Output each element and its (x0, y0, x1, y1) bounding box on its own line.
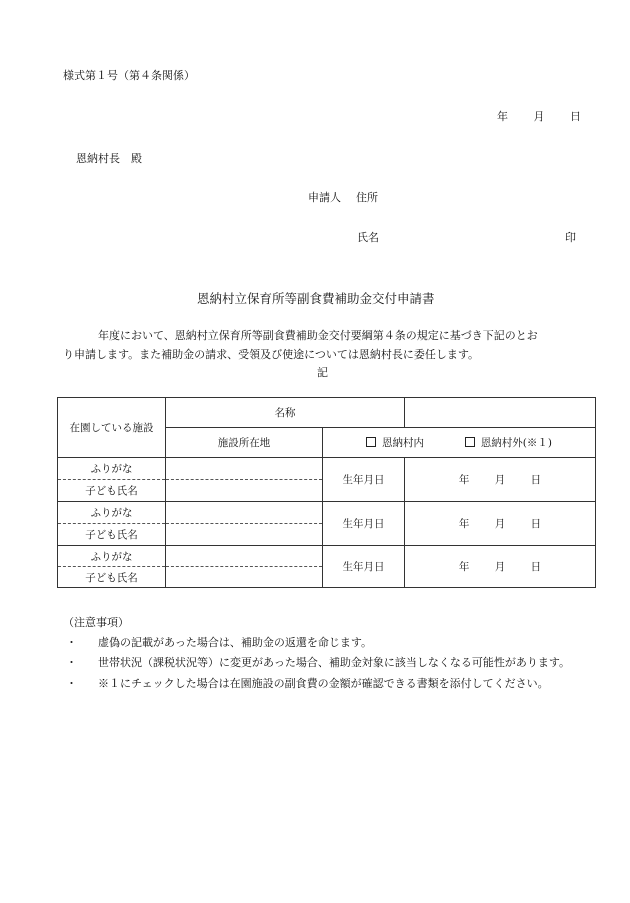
address-label: 住所 (356, 191, 378, 204)
checkbox-icon (366, 437, 376, 447)
birthdate-label: 生年月日 (323, 502, 405, 546)
date-line (497, 108, 581, 124)
birth-month: 月 (494, 561, 506, 573)
birth-month: 月 (494, 474, 506, 486)
applicant-address-line (308, 189, 378, 205)
inside-village-label: 恩納村内 (382, 437, 425, 449)
birth-year: 年 (458, 561, 470, 573)
facility-label: 在園している施設 (58, 398, 166, 458)
outside-village-label: 恩納村外(※１) (480, 437, 552, 449)
note-item: 虚偽の記載があった場合は、補助金の返還を命じます。 (98, 636, 373, 649)
birthdate-field[interactable] (405, 546, 596, 588)
birthdate-label: 生年月日 (323, 546, 405, 588)
child-name-label: 子ども氏名 (58, 524, 166, 546)
birthdate-field[interactable] (405, 502, 596, 546)
form-number: 様式第１号（第４条関係） (63, 69, 195, 82)
furigana-label: ふりがな (58, 502, 166, 524)
child-name-label: 子ども氏名 (58, 567, 166, 588)
child-name-field[interactable] (166, 567, 323, 588)
birth-year: 年 (458, 474, 470, 486)
date-year: 年 (497, 110, 508, 123)
note-bullet: ・ (66, 656, 77, 669)
furigana-field[interactable] (166, 502, 323, 524)
furigana-field[interactable] (166, 458, 323, 480)
application-table (57, 397, 596, 588)
checkbox-icon (465, 437, 475, 447)
facility-name-field[interactable] (405, 398, 596, 428)
body-line-1: 年度において、恩納村立保育所等副食費補助金交付要綱第４条の規定に基づき下記のとお (98, 329, 538, 342)
facility-name-label: 名称 (166, 398, 405, 428)
facility-location-options (323, 428, 596, 458)
birthdate-field[interactable] (405, 458, 596, 502)
notes-heading: （注意事項） (63, 616, 129, 629)
birthdate-label: 生年月日 (323, 458, 405, 502)
document-title: 恩納村立保育所等副食費補助金交付申請書 (197, 291, 435, 306)
child-name-field[interactable] (166, 480, 323, 502)
birth-year: 年 (458, 518, 470, 530)
note-bullet: ・ (66, 677, 77, 690)
outside-village-option[interactable] (465, 437, 552, 449)
birth-month: 月 (494, 518, 506, 530)
seal-mark: 印 (565, 231, 576, 244)
inside-village-option[interactable] (366, 437, 424, 449)
note-item: ※１にチェックした場合は在園施設の副食費の金額が確認できる書類を添付してください。 (98, 677, 549, 690)
child-name-field[interactable] (166, 524, 323, 546)
birth-day: 日 (530, 474, 542, 486)
note-bullet: ・ (66, 636, 77, 649)
date-day: 日 (570, 110, 581, 123)
furigana-label: ふりがな (58, 458, 166, 480)
body-line-2: り申請します。また補助金の請求、受領及び使途については恩納村長に委任します。 (63, 348, 480, 361)
date-month: 月 (533, 110, 545, 123)
birth-day: 日 (530, 518, 542, 530)
facility-location-label: 施設所在地 (166, 428, 323, 458)
ki-label: 記 (317, 366, 328, 379)
applicant-label: 申請人 (308, 191, 341, 204)
furigana-field[interactable] (166, 546, 323, 567)
birth-day: 日 (530, 561, 542, 573)
furigana-label: ふりがな (58, 546, 166, 567)
name-label: 氏名 (357, 231, 379, 244)
child-name-label: 子ども氏名 (58, 480, 166, 502)
note-item: 世帯状況（課税状況等）に変更があった場合、補助金対象に該当しなくなる可能性があります。 (98, 656, 571, 669)
addressee: 恩納村長 殿 (76, 152, 142, 165)
